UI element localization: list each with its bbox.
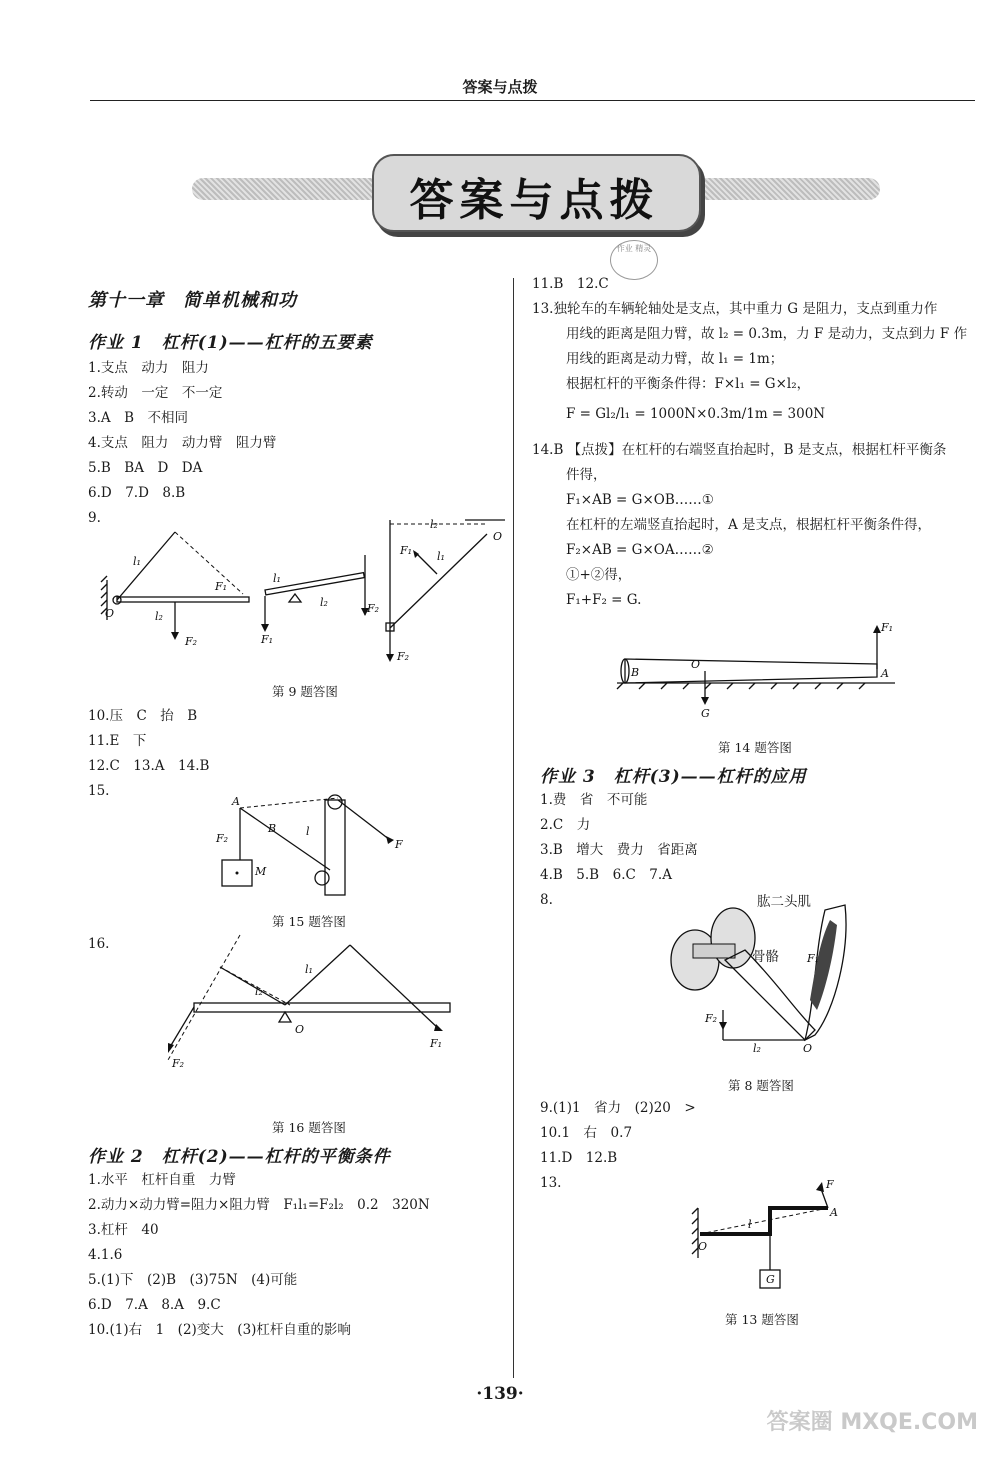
fig9-caption: 第 9 题答图 <box>272 684 338 699</box>
watermark: 答案圈 MXQE.COM <box>766 1410 978 1435</box>
svg-text:F₁: F₁ <box>807 952 820 965</box>
svg-text:F: F <box>395 838 403 851</box>
answer-line: 12.C 13.A 14.B <box>88 758 210 774</box>
svg-text:F₂: F₂ <box>216 832 229 845</box>
banner-title: 答案与点拨 <box>409 175 660 226</box>
stamp-logo: 作业 精灵 <box>610 240 658 280</box>
answer-line: 3.B 增大 费力 省距离 <box>540 842 698 858</box>
svg-text:O: O <box>803 1042 813 1055</box>
answer-line: 10.压 C 抬 B <box>88 708 198 724</box>
fig16-caption: 第 16 题答图 <box>272 1120 346 1135</box>
answer-line: 13.独轮车的车辆轮轴处是支点，其中重力 G 是阻力，支点到重力作 <box>532 301 938 317</box>
fig14-diagram <box>615 621 905 720</box>
answer-line: ①+②得， <box>566 567 632 583</box>
svg-text:M: M <box>255 865 267 878</box>
fig13-caption: 第 13 题答图 <box>725 1312 799 1327</box>
fig15-caption: 第 15 题答图 <box>272 914 346 929</box>
hw3-title: 作业 3 杠杆(3)——杠杆的应用 <box>540 767 807 787</box>
svg-text:O: O <box>493 530 503 543</box>
svg-text:A: A <box>830 1206 838 1219</box>
fig8-caption: 第 8 题答图 <box>728 1078 794 1093</box>
hw2-answers <box>88 1168 430 1343</box>
answer-line: 15. <box>88 783 110 799</box>
fig8-label-bone: 骨骼 <box>752 949 779 965</box>
banner-strip-right <box>690 178 880 200</box>
answer-line: F₁+F₂ = G. <box>566 592 642 608</box>
svg-text:O: O <box>698 1240 708 1253</box>
svg-text:A: A <box>232 795 240 808</box>
hw1-answers-b <box>88 704 209 804</box>
svg-text:l₁: l₁ <box>305 963 313 976</box>
svg-text:O: O <box>691 658 701 671</box>
answer-line: 5.(1)下 (2)B (3)75N (4)可能 <box>88 1272 298 1288</box>
svg-text:O: O <box>105 607 115 620</box>
answer-line: 11.E 下 <box>88 733 147 749</box>
svg-text:F₁: F₁ <box>400 544 413 557</box>
svg-text:F₂: F₂ <box>367 602 380 615</box>
svg-text:O: O <box>295 1023 305 1036</box>
answer-line: 6.D 7.D 8.B <box>88 485 186 501</box>
answer-line: 用线的距离是阻力臂，故 l₂ = 0.3m，力 F 是动力，支点到力 F 作 <box>566 326 968 342</box>
answer-line: F₁×AB = G×OB……① <box>566 492 714 508</box>
answer-line: 4.支点 阻力 动力臂 阻力臂 <box>88 435 277 451</box>
hw1-answers <box>88 356 276 531</box>
svg-text:F₂: F₂ <box>172 1057 185 1070</box>
answer-line: 13. <box>540 1175 562 1191</box>
fig8-arm-diagram <box>665 890 875 1060</box>
answer-line: 在杠杆的左端竖直抬起时，A 是支点，根据杠杆平衡条件得， <box>566 517 932 533</box>
svg-text:l₂: l₂ <box>320 596 328 609</box>
svg-text:l₂: l₂ <box>753 1042 761 1055</box>
answer-line: 11.D 12.B <box>540 1150 618 1166</box>
q16-label: 16. <box>88 936 110 952</box>
fig14-caption: 第 14 题答图 <box>718 740 792 755</box>
answer-line: 9.(1)1 省力 (2)20 > <box>540 1100 696 1116</box>
answer-line: 10.(1)右 1 (2)变大 (3)杠杆自重的影响 <box>88 1322 351 1338</box>
svg-text:G: G <box>766 1273 775 1286</box>
answer-line: 4.B 5.B 6.C 7.A <box>540 867 672 883</box>
right-answers-b <box>532 438 946 613</box>
svg-text:F₁: F₁ <box>430 1037 443 1050</box>
page-header: 答案与点拨 <box>462 78 538 96</box>
right-answers-a <box>532 272 967 431</box>
answer-line: 3.杠杆 40 <box>88 1222 159 1238</box>
svg-text:l: l <box>748 1218 752 1231</box>
header-rule <box>90 100 975 101</box>
answer-line: 8. <box>540 892 553 908</box>
answer-line: 2.C 力 <box>540 817 591 833</box>
column-divider <box>513 278 514 1378</box>
hw1-title: 作业 1 杠杆(1)——杠杆的五要素 <box>88 333 373 353</box>
svg-text:F₁: F₁ <box>881 621 894 634</box>
svg-text:F₁: F₁ <box>261 633 274 646</box>
answer-line: 根据杠杆的平衡条件得：F×l₁ = G×l₂， <box>566 376 811 392</box>
svg-text:l: l <box>306 825 310 838</box>
answer-line: 11.B 12.C <box>532 276 609 292</box>
answer-line: 2.动力×动力臂=阻力×阻力臂 F₁l₁=F₂l₂ 0.2 320N <box>88 1197 430 1213</box>
svg-text:B: B <box>268 822 277 835</box>
fig13-diagram <box>688 1178 848 1298</box>
formula-line: F = Gl₂/l₁ = 1000N×0.3m/1m = 300N <box>566 406 826 422</box>
hw2-title: 作业 2 杠杆(2)——杠杆的平衡条件 <box>88 1147 391 1167</box>
hw3-answers-b <box>540 1096 696 1196</box>
answer-line: 1.费 省 不可能 <box>540 792 648 808</box>
svg-text:B: B <box>631 666 640 679</box>
fig8-label-biceps: 肱二头肌 <box>757 894 811 910</box>
answer-line: 用线的距离是动力臂，故 l₁ = 1m； <box>566 351 784 367</box>
answer-line: 4.1.6 <box>88 1247 123 1263</box>
answer-line: 件得， <box>566 467 607 483</box>
banner-strip-left <box>192 178 382 200</box>
answer-line: 10.1 右 0.7 <box>540 1125 633 1141</box>
svg-text:F₁: F₁ <box>215 580 228 593</box>
fig9-diagram <box>95 510 515 680</box>
answer-line: 1.支点 动力 阻力 <box>88 360 209 376</box>
svg-text:F₂: F₂ <box>397 650 410 663</box>
svg-text:F₂: F₂ <box>185 635 198 648</box>
svg-text:l₂: l₂ <box>155 610 163 623</box>
chapter-title: 第十一章 简单机械和功 <box>88 290 297 311</box>
answer-line: 6.D 7.A 8.A 9.C <box>88 1297 221 1313</box>
svg-text:l₂: l₂ <box>255 985 263 998</box>
answer-line: 3.A B 不相同 <box>88 410 189 426</box>
svg-text:l₁: l₁ <box>437 550 445 563</box>
fig15-diagram <box>210 790 410 900</box>
answer-line: 9. <box>88 510 101 526</box>
answer-line: 2.转动 一定 不一定 <box>88 385 223 401</box>
answer-line: 14.B 【点拨】在杠杆的右端竖直抬起时，B 是支点，根据杠杆平衡条 <box>532 442 947 458</box>
answer-line: F₂×AB = G×OA……② <box>566 542 714 558</box>
svg-text:F₂: F₂ <box>705 1012 718 1025</box>
svg-text:G: G <box>701 707 710 720</box>
answer-line: 5.B BA D DA <box>88 460 203 476</box>
page-number: ·139· <box>476 1384 524 1404</box>
fig16-diagram <box>160 935 460 1075</box>
svg-text:l₁: l₁ <box>273 572 281 585</box>
svg-text:l₁: l₁ <box>133 555 141 568</box>
svg-text:F: F <box>826 1178 834 1191</box>
answer-line: 1.水平 杠杆自重 力臂 <box>88 1172 236 1188</box>
svg-text:l₂: l₂ <box>430 518 438 531</box>
svg-text:A: A <box>881 667 889 680</box>
